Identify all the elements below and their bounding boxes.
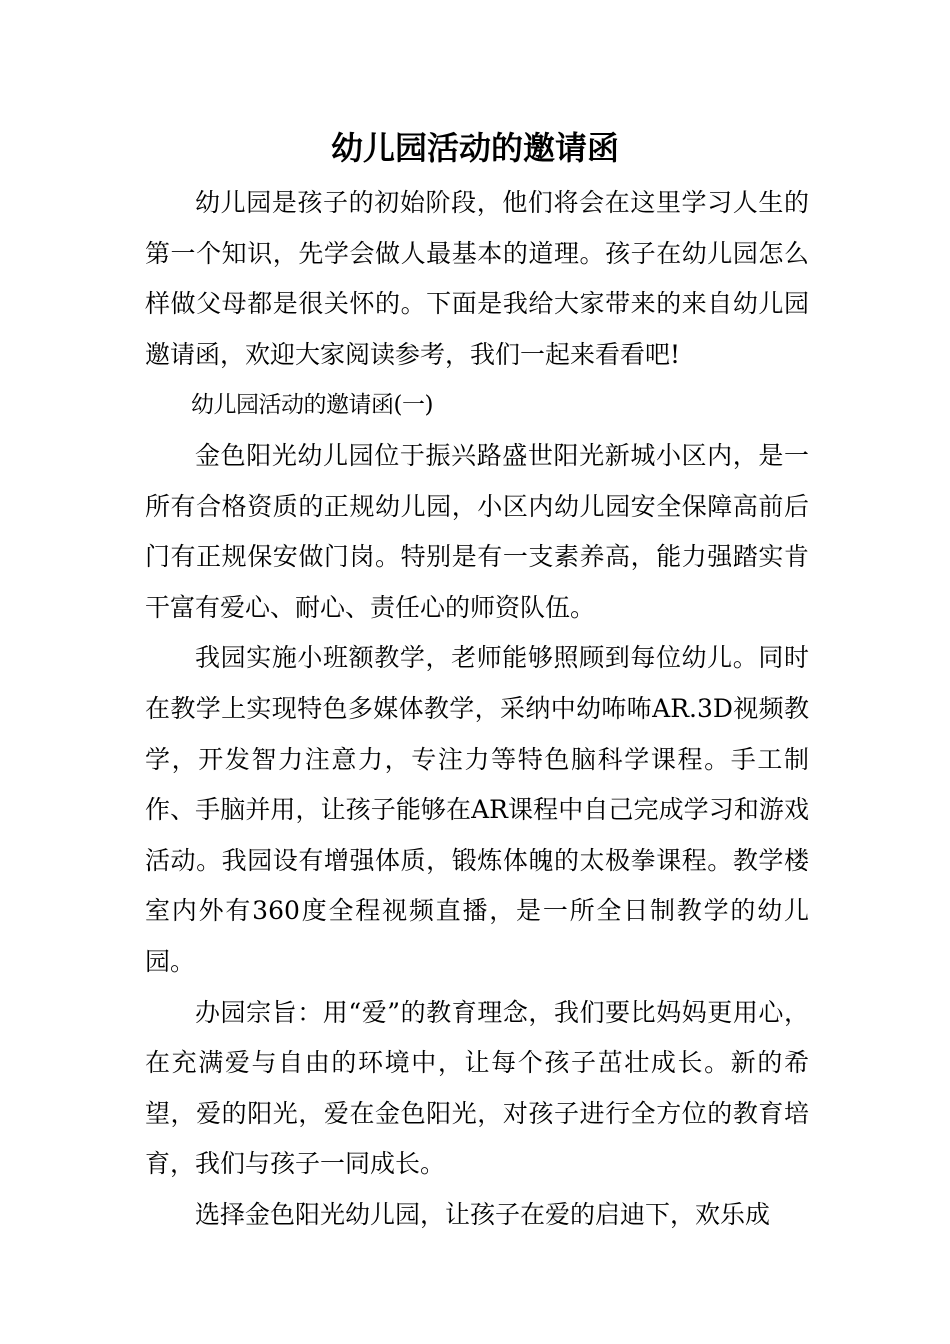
paragraph-closing: 选择金色阳光幼儿园，让孩子在爱的启迪下，欢乐成 [195, 1199, 771, 1229]
document-body [145, 178, 809, 1240]
paragraph-teaching: 我园实施小班额教学，老师能够照顾到每位幼儿。同时在教学上实现特色多媒体教学，采纳中幼咘咘AR.3D视频教学，开发智力注意力，专注力等特色脑科学课程。手工制作、手脑并用，让孩子能够在AR课程中自己完成学习和游戏活动。我园设有增强体质，锻炼体魄的太极拳课程。教学楼室内外有360度全程视频直播，是一所全日制教学的幼儿园。 [145, 643, 809, 976]
document-title: 幼儿园活动的邀请函 [330, 129, 619, 167]
section-heading: 幼儿园活动的邀请函(一) [191, 392, 433, 419]
paragraph-mission: 办园宗旨：用“爱”的教育理念，我们要比妈妈更用心，在充满爱与自由的环境中，让每个孩子茁壮成长。新的希望，爱的阳光，爱在金色阳光，对孩子进行全方位的教育培育，我们与孩子一同成长。 [145, 997, 809, 1179]
paragraph-location: 金色阳光幼儿园位于振兴路盛世阳光新城小区内，是一所有合格资质的正规幼儿园，小区内幼儿园安全保障高前后门有正规保安做门岗。特别是有一支素养高，能力强踏实肯干富有爱心、耐心、责任心的师资队伍。 [145, 440, 809, 622]
paragraph-intro: 幼儿园是孩子的初始阶段，他们将会在这里学习人生的第一个知识，先学会做人最基本的道理。孩子在幼儿园怎么样做父母都是很关怀的。下面是我给大家带来的来自幼儿园邀请函，欢迎大家阅读参考，我们一起来看看吧! [145, 188, 809, 369]
